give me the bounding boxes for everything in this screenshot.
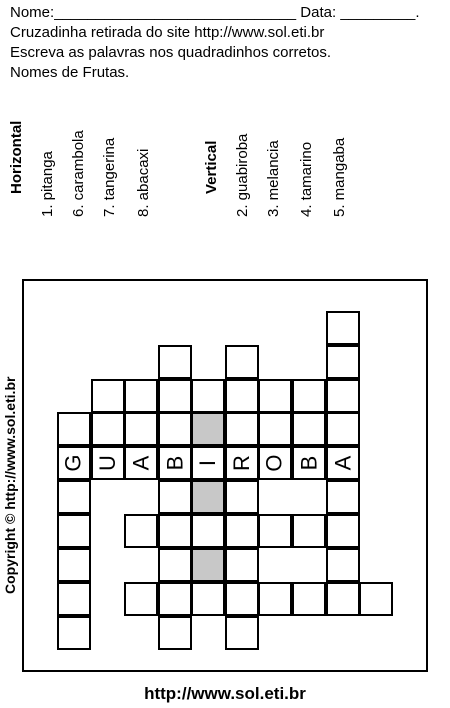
- crossword-cell[interactable]: [57, 514, 91, 548]
- crossword-cell[interactable]: [191, 412, 225, 446]
- crossword-cell[interactable]: [326, 379, 360, 413]
- crossword-cell[interactable]: [326, 514, 360, 548]
- crossword-cell[interactable]: [191, 379, 225, 413]
- crossword-cell[interactable]: [158, 548, 192, 582]
- clue-h-1: 1. pitanga: [39, 151, 56, 217]
- name-date-line: [10, 3, 420, 23]
- crossword-cell[interactable]: [292, 582, 326, 616]
- crossword-cell[interactable]: [326, 311, 360, 345]
- crossword-cell[interactable]: [191, 548, 225, 582]
- crossword-cell[interactable]: [292, 446, 326, 480]
- crossword-letter: A: [330, 455, 355, 471]
- crossword-cell[interactable]: [124, 412, 158, 446]
- instructions-line: Escreva as palavras nos quadradinhos corretos.: [10, 44, 332, 61]
- crossword-cell[interactable]: [191, 514, 225, 548]
- crossword-cell[interactable]: [326, 548, 360, 582]
- crossword-cell[interactable]: [326, 446, 360, 480]
- crossword-cell[interactable]: [258, 379, 292, 413]
- crossword-cell[interactable]: [326, 345, 360, 379]
- crossword-letter: B: [296, 455, 321, 471]
- footer-url: http://www.sol.eti.br: [144, 684, 306, 703]
- crossword-cell[interactable]: [158, 345, 192, 379]
- clue-h-7: 7. tangerina: [101, 137, 118, 217]
- worksheet-header: [10, 3, 420, 83]
- crossword-cell[interactable]: [292, 514, 326, 548]
- crossword-cell[interactable]: [359, 582, 393, 616]
- crossword-cell[interactable]: [326, 582, 360, 616]
- clue-v-3: 3. melancia: [265, 140, 282, 217]
- clue-h-8: 8. abacaxi: [135, 148, 152, 217]
- crossword-letter: B: [162, 455, 187, 471]
- crossword-letter: O: [262, 454, 287, 472]
- crossword-cell[interactable]: [225, 514, 259, 548]
- crossword-cell[interactable]: [326, 412, 360, 446]
- crossword-letter: A: [128, 455, 153, 471]
- vertical-clues-title: Vertical: [203, 140, 220, 194]
- crossword-cell[interactable]: [158, 446, 192, 480]
- clue-v-2: 2. guabiroba: [234, 133, 251, 217]
- crossword-cell[interactable]: [57, 548, 91, 582]
- crossword-cell[interactable]: [158, 379, 192, 413]
- crossword-cell[interactable]: [124, 582, 158, 616]
- crossword-cell[interactable]: [258, 412, 292, 446]
- crossword-letter: G: [61, 454, 86, 472]
- crossword-cell[interactable]: [57, 582, 91, 616]
- date-label: Data:: [296, 4, 341, 21]
- name-label: Nome:: [10, 4, 55, 21]
- crossword-cell[interactable]: [225, 616, 259, 650]
- crossword-cell[interactable]: [225, 582, 259, 616]
- theme-line: Nomes de Frutas.: [10, 64, 130, 81]
- crossword-cell[interactable]: [225, 548, 259, 582]
- crossword-letter: I: [195, 459, 220, 467]
- crossword-cell[interactable]: [91, 412, 125, 446]
- crossword-cell[interactable]: [158, 582, 192, 616]
- crossword-cell[interactable]: [191, 582, 225, 616]
- crossword-cell[interactable]: [225, 412, 259, 446]
- crossword-cell[interactable]: [225, 446, 259, 480]
- horizontal-clues-title: Horizontal: [8, 120, 25, 194]
- crossword-letter: U: [94, 455, 120, 471]
- crossword-cell[interactable]: [292, 379, 326, 413]
- crossword-cell[interactable]: [326, 480, 360, 514]
- crossword-cell[interactable]: [124, 514, 158, 548]
- crossword-cell[interactable]: [57, 446, 91, 480]
- clue-v-4: 4. tamarino: [298, 141, 315, 217]
- crossword-cell[interactable]: [191, 480, 225, 514]
- crossword-letter: R: [228, 455, 254, 471]
- clue-h-6: 6. carambola: [70, 130, 87, 217]
- crossword-cell[interactable]: [57, 616, 91, 650]
- crossword-cell[interactable]: [91, 446, 125, 480]
- crossword-cell[interactable]: [57, 480, 91, 514]
- crossword-cell[interactable]: [292, 412, 326, 446]
- crossword-cell[interactable]: [191, 446, 225, 480]
- crossword-cell[interactable]: [57, 412, 91, 446]
- crossword-cell[interactable]: [258, 514, 292, 548]
- name-blank[interactable]: _____________________________: [54, 4, 297, 21]
- crossword-cell[interactable]: [158, 616, 192, 650]
- crossword-cell[interactable]: [158, 412, 192, 446]
- copyright-text: Copyright © http://www.sol.eti.br: [2, 376, 18, 594]
- crossword-cell[interactable]: [225, 379, 259, 413]
- crossword-cell[interactable]: [258, 582, 292, 616]
- crossword-cell[interactable]: [158, 480, 192, 514]
- crossword-cell[interactable]: [225, 480, 259, 514]
- clue-v-5: 5. mangaba: [331, 137, 348, 217]
- crossword-cell[interactable]: [225, 345, 259, 379]
- crossword-cell[interactable]: [158, 514, 192, 548]
- date-blank[interactable]: _________.: [340, 4, 420, 21]
- crossword-cell[interactable]: [124, 379, 158, 413]
- crossword-cell[interactable]: [258, 446, 292, 480]
- crossword-cell[interactable]: [91, 379, 125, 413]
- crossword-cell[interactable]: [124, 446, 158, 480]
- source-line: Cruzadinha retirada do site http://www.sol.eti.br: [10, 24, 325, 41]
